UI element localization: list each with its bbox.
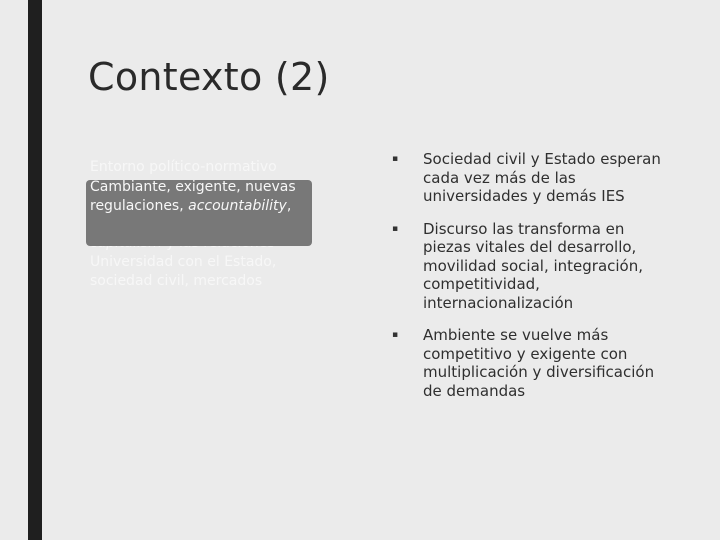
left-line: Universidad con el Estado, <box>90 254 277 270</box>
left-line: Entorno político-normativo <box>90 159 277 175</box>
left-accent-bar <box>28 0 42 540</box>
bullet-item <box>392 326 662 400</box>
slide-title: Contexto (2) <box>88 55 330 99</box>
overlay-line: Cambiante, exigente, nuevas <box>90 179 296 195</box>
overlay-text-part: , <box>286 198 292 214</box>
bullet-item <box>392 220 662 313</box>
bullet-text: Discurso las transforma en piezas vitales del desarrollo, movilidad social, integración, competitividad, internacionalización <box>423 219 644 312</box>
overlay-em-text: accountability <box>188 198 287 214</box>
bullet-text: Ambiente se vuelve más competitivo y exigente con multiplicación y diversificación de demandas <box>423 326 655 400</box>
bullet-text: Sociedad civil y Estado esperan cada vez más de las universidades y demás IES <box>423 150 661 205</box>
bullet-list <box>392 150 662 414</box>
overlay-text-part: regulaciones, <box>90 198 189 214</box>
bullet-item <box>392 150 662 206</box>
overlay-text <box>90 178 315 216</box>
square-bullet-icon: ▪ <box>392 223 399 234</box>
square-bullet-icon: ▪ <box>392 154 399 164</box>
square-bullet-icon: ▪ <box>392 330 399 340</box>
left-line: sociedad civil, mercados <box>90 273 263 289</box>
overlay-line <box>90 197 315 216</box>
